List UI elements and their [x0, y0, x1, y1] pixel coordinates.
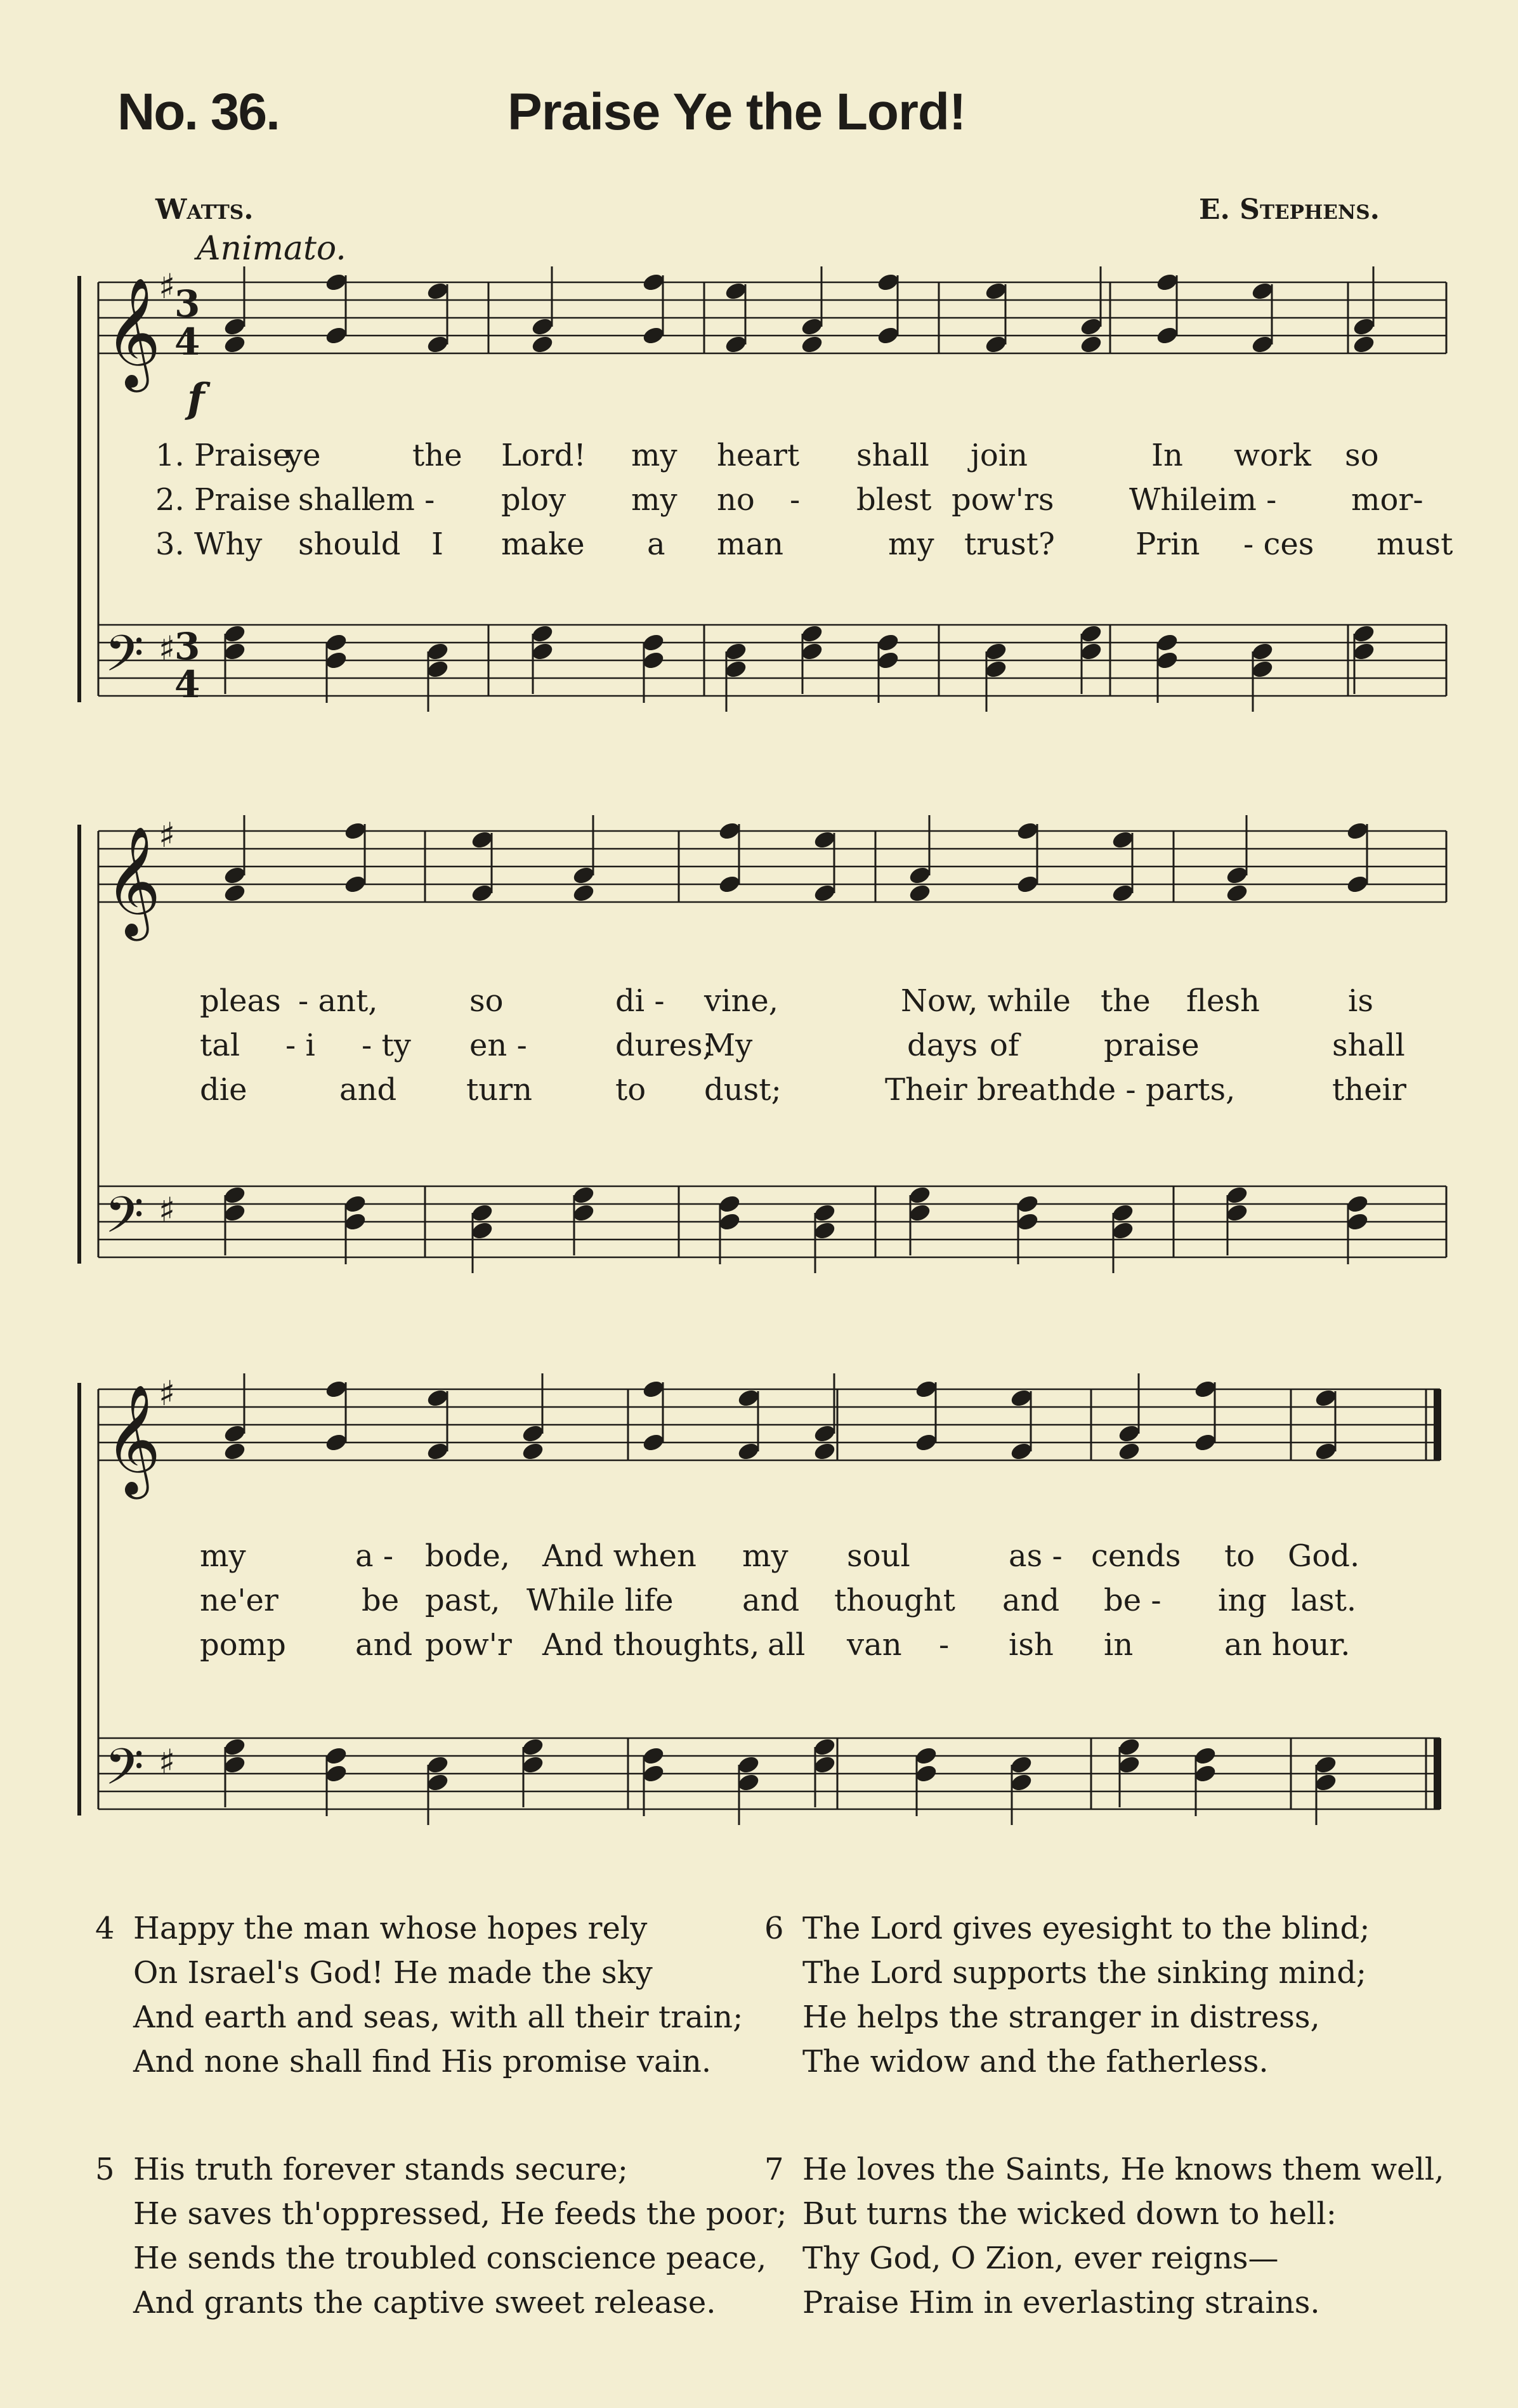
sharp-key-signature-icon: ♯ [159, 266, 176, 307]
sharp-key-signature-icon: ♯ [159, 1190, 176, 1230]
lyric-syllable: ploy [501, 482, 566, 518]
lyric-syllable: ye [285, 438, 321, 473]
stanza-line: Thy God, O Zion, ever reigns— [802, 2241, 1279, 2276]
notehead [1345, 1193, 1370, 1214]
notehead [530, 316, 554, 337]
lyric-syllable: Their breath [885, 1072, 1079, 1108]
lyric-syllable: as - [1009, 1538, 1063, 1574]
lyric-syllable: dust; [704, 1072, 782, 1108]
time-signature-top: 3 [174, 625, 200, 668]
lyric-syllable: en - [469, 1028, 527, 1063]
stanza-line: His truth forever stands secure; [133, 2152, 628, 2187]
lyric-syllable: soul [847, 1538, 910, 1574]
notehead [343, 820, 367, 841]
notehead [876, 650, 900, 671]
notehead [724, 641, 748, 662]
lyric-syllable: the [1101, 983, 1151, 1019]
lyric-syllable: turn [466, 1072, 533, 1108]
notehead [1016, 820, 1040, 841]
notehead [1225, 1184, 1249, 1205]
lyric-syllable: - [939, 1627, 950, 1663]
lyric-syllable: last. [1291, 1583, 1357, 1618]
lyric-syllable: In [1151, 438, 1183, 473]
lyric-syllable: man [717, 527, 784, 562]
lyric-syllable: my [631, 482, 677, 518]
notehead [1117, 1423, 1141, 1444]
lyric-syllable: I [431, 527, 443, 562]
notehead [223, 1184, 247, 1205]
notehead [641, 1432, 665, 1453]
notehead [984, 280, 1008, 301]
notehead [1111, 829, 1135, 850]
lyric-syllable: tal [200, 1028, 240, 1063]
lyric-syllable: their [1332, 1072, 1406, 1108]
notehead [223, 334, 247, 355]
notehead [1009, 1754, 1033, 1775]
notehead [426, 1754, 450, 1775]
notehead [984, 334, 1008, 355]
notehead [426, 1387, 450, 1408]
notehead [813, 1754, 837, 1775]
notehead [343, 1211, 367, 1232]
final-barline-thick [1434, 1738, 1441, 1809]
notehead [914, 1432, 938, 1453]
notehead [984, 658, 1008, 679]
lyric-syllable: de - parts, [1078, 1072, 1236, 1108]
lyric-syllable: 2. Praise [155, 482, 291, 518]
notehead [572, 1184, 596, 1205]
lyric-syllable: be - [1104, 1583, 1161, 1618]
stanza-number: 7 [764, 2152, 784, 2187]
tempo-marking: Animato. [197, 230, 346, 268]
lyric-syllable: - i [285, 1028, 315, 1063]
lyric-syllable: thought [834, 1583, 955, 1618]
lyric-syllable: My [704, 1028, 753, 1063]
notehead [223, 1202, 247, 1223]
notehead [717, 1211, 742, 1232]
notehead [1193, 1432, 1217, 1453]
notehead [1117, 1754, 1141, 1775]
lyric-syllable: pow'r [425, 1627, 512, 1663]
bass-clef-icon: 𝄢 [105, 1737, 144, 1809]
notehead [1314, 1772, 1338, 1793]
notehead [984, 641, 1008, 662]
notehead [521, 1423, 545, 1444]
notehead [1117, 1736, 1141, 1757]
lyric-syllable: 3. Why [155, 527, 263, 562]
stanza-line: The widow and the fatherless. [802, 2044, 1269, 2079]
lyric-syllable: must [1377, 527, 1453, 562]
lyric-syllable: past, [425, 1583, 501, 1618]
notehead [1193, 1763, 1217, 1784]
notehead [1117, 1441, 1141, 1462]
stanza-line: And earth and seas, with all their train; [133, 1999, 743, 2035]
notehead [223, 882, 247, 903]
lyric-syllable: so [1345, 438, 1379, 473]
notehead [324, 325, 348, 346]
lyric-syllable: cends [1091, 1538, 1181, 1574]
notehead [1009, 1441, 1033, 1462]
lyric-syllable: no [717, 482, 755, 518]
notehead [908, 882, 932, 903]
lyric-syllable: - ant, [298, 983, 378, 1019]
notehead [717, 820, 742, 841]
notehead [470, 1220, 494, 1241]
lyric-syllable: days [907, 1028, 978, 1063]
lyric-syllable: em - [368, 482, 435, 518]
final-barline-thick [1434, 1389, 1441, 1460]
stanza-line: He helps the stranger in distress, [802, 1999, 1320, 2035]
sharp-key-signature-icon: ♯ [159, 629, 176, 669]
notehead [223, 1754, 247, 1775]
stanza-6 [764, 1906, 1370, 2079]
lyric-syllable: bode, [425, 1538, 511, 1574]
notehead [1250, 658, 1274, 679]
notehead [1250, 280, 1274, 301]
notehead [223, 623, 247, 644]
sharp-key-signature-icon: ♯ [159, 1373, 176, 1414]
lyric-syllable: While life [527, 1583, 674, 1618]
notehead [521, 1736, 545, 1757]
notehead [813, 1736, 837, 1757]
notehead [426, 641, 450, 662]
lyric-syllable: - [790, 482, 801, 518]
notehead [914, 1745, 938, 1766]
notehead [813, 1423, 837, 1444]
lyric-syllable: is [1348, 983, 1373, 1019]
notehead [1225, 865, 1249, 886]
stanza-5 [95, 2147, 787, 2320]
notehead [324, 650, 348, 671]
notehead [324, 272, 348, 292]
lyric-syllable: Prin [1135, 527, 1200, 562]
lyric-syllable: to [615, 1072, 646, 1108]
notehead [736, 1754, 761, 1775]
bass-clef-icon: 𝄢 [105, 1186, 144, 1257]
notehead [1016, 874, 1040, 894]
lyric-syllable: - ty [362, 1028, 411, 1063]
notehead [324, 632, 348, 653]
time-signature-bottom: 4 [174, 320, 200, 363]
notehead [1250, 641, 1274, 662]
lyric-syllable: Now, while [901, 983, 1071, 1019]
notehead [1193, 1745, 1217, 1766]
stanza-line: But turns the wicked down to hell: [802, 2196, 1337, 2232]
treble-clef-icon: 𝄞 [105, 1384, 161, 1495]
treble-clef-icon: 𝄞 [105, 277, 161, 388]
lyric-syllable: make [501, 527, 585, 562]
stanza-number: 6 [764, 1911, 784, 1946]
lyric-syllable: all [768, 1627, 806, 1663]
notehead [1352, 334, 1376, 355]
lyric-syllable: my [888, 527, 934, 562]
stanza-line: He sends the troubled conscience peace, [133, 2241, 767, 2276]
stanza-4 [95, 1906, 743, 2079]
lyric-syllable: di - [615, 983, 665, 1019]
notehead [223, 1441, 247, 1462]
lyric-syllable: im - [1218, 482, 1277, 518]
notehead [223, 1423, 247, 1444]
stanza-line: The Lord supports the sinking mind; [802, 1955, 1367, 1991]
notehead [813, 1220, 837, 1241]
lyric-syllable: join [971, 438, 1028, 473]
lyric-syllable: a - [355, 1538, 394, 1574]
notehead [324, 1763, 348, 1784]
hymn-number: No. 36. [117, 83, 279, 141]
lyric-syllable: in [1104, 1627, 1134, 1663]
lyric-syllable: dures; [615, 1028, 713, 1063]
stanza-line: On Israel's God! He made the sky [133, 1955, 653, 1991]
notehead [641, 1745, 665, 1766]
stanza-line: He loves the Saints, He knows them well, [802, 2152, 1444, 2187]
stanza-line: And grants the captive sweet release. [133, 2285, 716, 2320]
lyric-syllable: ish [1009, 1627, 1054, 1663]
lyric-syllable: praise [1104, 1028, 1200, 1063]
lyric-syllable: so [469, 983, 504, 1019]
notehead [800, 334, 824, 355]
notehead [343, 874, 367, 894]
lyric-syllable: pomp [200, 1627, 286, 1663]
notehead [724, 334, 748, 355]
notehead [223, 316, 247, 337]
lyric-syllable: - ces [1243, 527, 1314, 562]
notehead [572, 1202, 596, 1223]
notehead [641, 1763, 665, 1784]
lyric-syllable: and [742, 1583, 800, 1618]
notehead [800, 316, 824, 337]
notehead [530, 623, 554, 644]
lyric-syllable: pow'rs [952, 482, 1054, 518]
lyric-syllable: blest [856, 482, 932, 518]
lyric-syllable: my [631, 438, 677, 473]
words-credit: Watts. [155, 193, 254, 226]
notehead [1225, 1202, 1249, 1223]
notehead [813, 829, 837, 850]
lyric-syllable: an hour. [1224, 1627, 1351, 1663]
stanza-line: The Lord gives eyesight to the blind; [802, 1911, 1370, 1946]
notehead [426, 1441, 450, 1462]
lyric-syllable: and [355, 1627, 413, 1663]
lyric-syllable: and [1002, 1583, 1060, 1618]
notehead [1155, 632, 1179, 653]
lyric-syllable: of [990, 1028, 1019, 1063]
notehead [1009, 1387, 1033, 1408]
notehead [1111, 882, 1135, 903]
stanza-number: 4 [95, 1911, 115, 1946]
notehead [426, 280, 450, 301]
stanza-line: Happy the man whose hopes rely [133, 1911, 648, 1946]
music-credit: E. Stephens. [1199, 193, 1380, 226]
notehead [641, 272, 665, 292]
notehead [813, 1202, 837, 1223]
notehead [223, 1736, 247, 1757]
notehead [470, 1202, 494, 1223]
notehead [736, 1387, 761, 1408]
lyric-syllable: a [647, 527, 665, 562]
lyric-syllable: And when [542, 1538, 697, 1574]
lyric-syllable: Lord! [501, 438, 586, 473]
notehead [641, 325, 665, 346]
stanza-7 [764, 2147, 1444, 2320]
notehead [572, 865, 596, 886]
forte-dynamic: f [187, 375, 205, 422]
notehead [1352, 641, 1376, 662]
lyric-syllable: and [339, 1072, 397, 1108]
notehead [1079, 334, 1103, 355]
notehead [800, 623, 824, 644]
notehead [641, 1378, 665, 1399]
lyric-syllable: pleas [200, 983, 281, 1019]
notehead [1345, 874, 1370, 894]
notehead [1079, 316, 1103, 337]
lyric-syllable: shall [856, 438, 929, 473]
notehead [1111, 1202, 1135, 1223]
notehead [1225, 882, 1249, 903]
stanza-line: He saves th'oppressed, He feeds the poor; [133, 2196, 787, 2232]
notehead [223, 641, 247, 662]
lyric-syllable: flesh [1186, 983, 1260, 1019]
bass-clef-icon: 𝄢 [105, 624, 144, 695]
notehead [724, 280, 748, 301]
notehead [223, 865, 247, 886]
lyric-syllable: 1. Praise [155, 438, 291, 473]
notehead [1155, 325, 1179, 346]
notehead [876, 632, 900, 653]
notehead [717, 1193, 742, 1214]
lyric-syllable: vine, [704, 983, 779, 1019]
notehead [717, 874, 742, 894]
notehead [1079, 641, 1103, 662]
lyric-syllable: trust? [964, 527, 1055, 562]
notehead [1079, 623, 1103, 644]
notehead [914, 1763, 938, 1784]
notehead [1009, 1772, 1033, 1793]
notehead [800, 641, 824, 662]
notehead [876, 325, 900, 346]
notehead [1314, 1387, 1338, 1408]
notehead [530, 641, 554, 662]
notehead [324, 1378, 348, 1399]
sharp-key-signature-icon: ♯ [159, 1742, 176, 1782]
notehead [736, 1441, 761, 1462]
lyric-syllable: work [1234, 438, 1312, 473]
notehead [426, 658, 450, 679]
notehead [343, 1193, 367, 1214]
lyric-syllable: mor- [1351, 482, 1423, 518]
stanza-line: Praise Him in everlasting strains. [802, 2285, 1320, 2320]
notehead [1314, 1754, 1338, 1775]
notehead [521, 1441, 545, 1462]
lyric-syllable: And thoughts, [542, 1627, 760, 1663]
notehead [1314, 1441, 1338, 1462]
lyric-syllable: shall [298, 482, 371, 518]
notehead [908, 1202, 932, 1223]
lyric-syllable: ing [1218, 1583, 1267, 1618]
notehead [1352, 623, 1376, 644]
notehead [876, 272, 900, 292]
notehead [914, 1378, 938, 1399]
notehead [724, 658, 748, 679]
notehead [908, 1184, 932, 1205]
notehead [521, 1754, 545, 1775]
notehead [1016, 1211, 1040, 1232]
lyric-syllable: to [1224, 1538, 1255, 1574]
notehead [470, 882, 494, 903]
notehead [641, 650, 665, 671]
lyric-syllable: be [362, 1583, 400, 1618]
notehead [641, 632, 665, 653]
stanza-number: 5 [95, 2152, 115, 2187]
lyric-syllable: heart [717, 438, 800, 473]
time-signature-bottom: 4 [174, 663, 200, 706]
lyric-syllable: the [412, 438, 462, 473]
notehead [530, 334, 554, 355]
lyric-syllable: should [298, 527, 401, 562]
notehead [1016, 1193, 1040, 1214]
notehead [426, 334, 450, 355]
lyric-syllable: my [200, 1538, 246, 1574]
lyric-syllable: die [200, 1072, 247, 1108]
notehead [1345, 820, 1370, 841]
lyric-syllable: my [742, 1538, 788, 1574]
lyric-syllable: God. [1288, 1538, 1360, 1574]
notehead [1155, 650, 1179, 671]
time-signature-top: 3 [174, 282, 200, 325]
notehead [1111, 1220, 1135, 1241]
treble-clef-icon: 𝄞 [105, 826, 161, 936]
notehead [813, 1441, 837, 1462]
notehead [736, 1772, 761, 1793]
notehead [426, 1772, 450, 1793]
notehead [908, 865, 932, 886]
notehead [324, 1432, 348, 1453]
sharp-key-signature-icon: ♯ [159, 815, 176, 856]
notehead [1345, 1211, 1370, 1232]
lyric-syllable: van [847, 1627, 902, 1663]
notehead [470, 829, 494, 850]
notehead [1155, 272, 1179, 292]
stanza-line: And none shall find His promise vain. [133, 2044, 712, 2079]
hymn-title: Praise Ye the Lord! [507, 83, 966, 141]
notehead [1352, 316, 1376, 337]
notehead [813, 882, 837, 903]
lyric-syllable: shall [1332, 1028, 1405, 1063]
lyric-syllable: ne'er [200, 1583, 278, 1618]
lyric-syllable: While [1129, 482, 1218, 518]
notehead [1250, 334, 1274, 355]
notehead [1193, 1378, 1217, 1399]
notehead [324, 1745, 348, 1766]
notehead [572, 882, 596, 903]
